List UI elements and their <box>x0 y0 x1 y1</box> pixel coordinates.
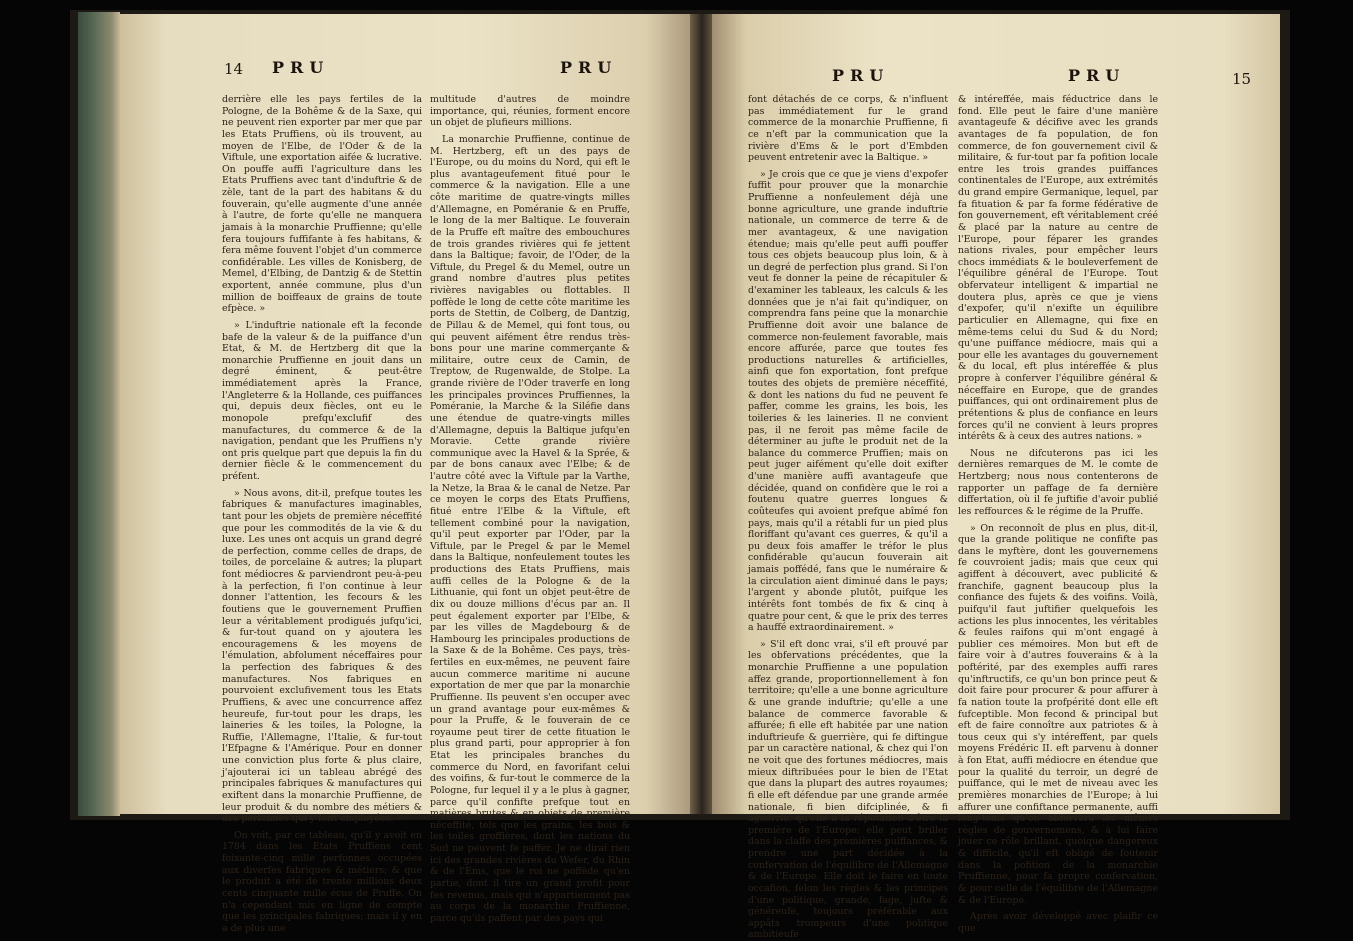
left-page-column-1 <box>222 94 422 934</box>
paragraph: La monarchie Pruffienne, continue de M. Hertzberg, eft un des pays de l'Europe, ou du moins du Nord, qui eft le plus avantageufement fitué pour le commerce & la navigation. Elle a une côte maritime de quatre-vingts milles d'Allemagne, en Poméranie & en Pruffe, le long de la mer Baltique. Le fouverain de la Pruffe eft maître des embouchures de trois grandes rivières qui fe jettent dans la Baltique; favoir, de l'Oder, de la Viftule, du Pregel & du Memel, outre un grand nombre d'autres plus petites rivières navigables ou flottables. Il poffède le long de cette côte maritime les ports de Stettin, de Colberg, de Dantzig, de Pillau & de Memel, qui font tous, ou qui peuvent aifément être rendus très-bons pour une marine commerçante & militaire, outre ceux de Camin, de Treptow, de Rugenwalde, de Stolpe. La grande rivière de l'Oder traverfe en long les principales provinces Pruffiennes, la Poméranie, la Marche & la Siléfie dans une étendue de quatre-vingts milles d'Allemagne, depuis la Baltique jufqu'en Moravie. Cette grande rivière communique avec la Havel & la Sprée, & par de bons canaux avec l'Elbe; & de l'autre côté avec la Viftule par la Varthe, la Netze, la Braa & le canal de Netze. Par ce moyen le corps des Etats Pruffiens, fitué entre l'Elbe & la Viftule, eft tellement combiné pour la navigation, qu'il peut exporter par l'Oder, par la Viftule, par le Pregel & par le Memel dans la Baltique, nonfeulement toutes les productions des Etats Pruffiens, mais auffi celles de la Pologne & de la Lithuanie, qui font un objet peut-être de dix ou douze millions d'écus par an. Il peut également exporter par l'Elbe, & par les villes de Magdebourg & de Hambourg les principales productions de la Saxe & de la Bohême. Ces pays, très-fertiles en eux-mêmes, ne peuvent faire aucun commerce maritime ni aucune exportation de mer que par la monarchie Pruffienne. Ils peuvent s'en occuper avec un grand avantage pour eux-mêmes & pour la Pruffe, & le fouverain de ce royaume peut tirer de cette fituation le plus grand parti, pour approprier à fon Etat les principales branches du commerce du Nord, en favorifant celui des voifins, & fur-tout le commerce de la Pologne, fur lequel il y a le plus à gagner, parce qu'il confifte prefque tout en matières brutes & en objets de première néceffité, tels que les grains, les bois & les toiles groffières, dont les nations du Sud ne peuvent fe paffer. Je ne dirai rien ici des grandes rivières du Wefer, du Rhin & de l'Ems, que le roi ne poffède qu'en partie, dont il tire un grand profit pour fes revenus, mais qui n'appartiennent pas au corps de la monarchie Pruffienne, parce qu'ils paffent par des pays qui <box>430 133 630 924</box>
right-page-header <box>712 56 1280 96</box>
right-page <box>712 14 1280 941</box>
paragraph: » L'induftrie nationale eft la feconde bafe de la valeur & de la puiffance d'un Etat, & M. de Hertzberg dit que la monarchie Pruffienne en jouit dans un degré éminent, & peut-être immédiatement après la France, l'Angleterre & la Hollande, ces puiffances qui, depuis deux fiècles, ont eu le monopole prefqu'exclufif des manufactures, du commerce & de la navigation, pendant que les Pruffiens n'y ont pris quelque part que depuis la fin du dernier fiècle & le commencement du préfent. <box>222 319 422 482</box>
paragraph: » Je crois que ce que je viens d'expofer fuffit pour prouver que la monarchie Pruffienne a nonfeulement déjà une bonne agriculture, une grande induftrie nationale, un commerce de terre & de mer avantageux, & une navigation étendue; mais qu'elle peut auffi pouffer tous ces objets beaucoup plus loin, & à un degré de perfection plus grand. Si l'on veut fe donner la peine de récapituler & d'examiner les tableaux, les calculs & les données que je n'ai fait qu'indiquer, on comprendra fans peine que la monarchie Pruffienne doit avoir une balance de commerce non-feulement favorable, mais encore affurée, parce que toutes fes productions naturelles & artificielles, ainfi que fon exportation, font prefque toutes des objets de première néceffité, & dont les nations du fud ne peuvent fe paffer, comme les grains, les bois, les toileries & les laineries. Il ne convient pas, il ne feroit pas même facile de déterminer au jufte le produit net de la balance du commerce Pruffien; mais on peut juger aifément qu'elle doit exifter d'une manière auffi avantageufe que décidée, quand on confidère que le roi a foutenu quatre guerres longues & coûteufes qui avoient prefque abîmé fon pays, mais qu'il a rétabli fur un pied plus floriffant qu'avant ces guerres, & qu'il a pu deux fois amaffer le tréfor le plus confidérable qu'aucun fouverain ait jamais poffédé, fans que le numéraire & la circulation aient diminué dans le pays; l'argent y abonde plutôt, puifque les intérêts font tombés de fix & cinq à quatre pour cent, & que le prix des terres a hauffé extraordinairement. » <box>748 168 948 634</box>
paragraph: » Nous avons, dit-il, prefque toutes les fabriques & manufactures imaginables, tant pour les objets de première néceffité que pour les commodités de la vie & du luxe. Les unes ont acquis un grand degré de perfection, comme celles de draps, de toiles, de porcelaine & autres; la plupart font médiocres & parviendront peu-à-peu à la perfection, fi l'on continue à leur donner l'attention, les fecours & les foutiens que le gouvernement Pruffien leur a véritablement prodigués jufqu'ici, & fur-tout quand on y ajoutera les encouragemens & les moyens de l'émulation, abfolument néceffaires pour la perfection des fabriques & des manufactures. Nos fabriques en pourvoient exclufivement tous les Etats Pruffiens, & avec une concurrence affez heureufe, fur-tout pour les draps, les laineries & les toiles, la Pologne, la Ruffie, l'Allemagne, l'Italie, & fur-tout l'Efpagne & l'Amérique. Pour en donner une conviction plus forte & plus claire, j'ajouterai ici un tableau abrégé des principales fabriques & manufactures qui exiftent dans la monarchie Pruffienne, de leur produit & du nombre des métiers & des perfonnes qui y font employées. » <box>222 487 422 825</box>
running-head-right-2: PRU <box>1068 66 1126 85</box>
page-number-left: 14 <box>224 60 244 78</box>
paragraph: » S'il eft donc vrai, s'il eft prouvé par les obfervations précédentes, que la monarchie Pruffienne a une population affez grande, proportionnellement à fon territoire; qu'elle a une bonne agriculture & une grande induftrie; qu'elle a une balance de commerce favorable & affurée; fi elle eft habitée par une nation induftrieufe & guerrière, qui fe diftingue par un caractère national, & chez qui l'on ne voit que des fortunes médiocres, mais mieux diftribuées pour le bien de l'Etat que dans la plupart des autres royaumes; fi elle eft défendue par une grande armée nationale, fi bien difciplinée, & fi aguerrie, qu'elle a la réputation d'être la première de l'Europe; elle peut briller dans la claffe des premières puiffances, & prendre une part décidée à la confervation de l'équilibre de l'Allemagne & de l'Europe. Elle doit le faire en toute occafion, felon les règles & les principes d'une politique, grande, fage, jufte & généreufe, toujours préférable aux appâts trompeurs d'une politique ambitieufe <box>748 638 948 941</box>
paragraph: » On reconnoît de plus en plus, dit-il, que la grande politique ne confifte pas dans le myftère, dont les gouvernemens fe couvroient jadis; mais que ceux qui agiffent à découvert, avec publicité & franchife, gagnent beaucoup plus la confiance des fujets & des voifins. Voilà, puifqu'il faut juftifier quelquefois les actions les plus innocentes, les véritables & feules raifons qui m'ont engagé à publier ces mémoires. Mon but eft de faire voir à d'autres fouverains & à la poftérité, par des exemples auffi rares qu'inftructifs, ce qu'un bon prince peut & doit faire pour procurer & pour affurer à fa nation toute la profpérité dont elle eft fufceptible. Mon fecond & principal but eft de faire connoître aux patriotes & à tous ceux qui s'y intéreffent, par quels moyens Frédéric II. eft parvenu à donner à fon Etat, auffi médiocre en étendue que pour la qualité du terroir, un degré de puiffance, qui le met de niveau avec les premières monarchies de l'Europe; à lui affurer une confiftance permanente, auffi long-tems qu'on obfervera les mêmes règles de gouvernemens, & à lui faire jouer ce rôle brillant, quoique dangereux & difficile, qu'il eft obligé de foutenir dans la pofition de la monarchie Pruffienne, pour fa propre confervation, & pour celle de l'équilibre de l'Allemagne & de l'Europe. <box>958 522 1158 906</box>
book-edge <box>78 12 120 816</box>
left-page-column-2 <box>430 94 630 924</box>
paragraph: derrière elle les pays fertiles de la Pologne, de la Bohême & de la Saxe, qui ne peuvent rien exporter par mer que par les Etats Pruffiens, où ils trouvent, au moyen de l'Elbe, de l'Oder & de la Viftule, une exportation aifée & lucrative. On pouffe auffi l'agriculture dans les Etats Pruffiens avec tant d'induftrie & de zèle, tant de la part des habitans & du fouverain, qu'elle augmente d'une année à l'autre, de forte qu'elle ne manquera jamais à la monarchie Pruffienne; qu'elle fera toujours fuffifante à fes habitans, & fera même fouvent l'objet d'un commerce confidérable. Les villes de Konisberg, de Memel, d'Elbing, de Dantzig & de Stettin exportent, année commune, plus d'un million de boiffeaux de grains de toute efpèce. » <box>222 94 422 315</box>
paragraph: Nous ne difcuterons pas ici les dernières remarques de M. le comte de Hertzberg; nous nous contenterons de rapporter un paffage de fa dernière differtation, où il fe juftifie d'avoir publié les reffources & le régime de la Pruffe. <box>958 447 1158 517</box>
paragraph: On voit, par ce tableau, qu'il y avoit en 1784 dans les Etats Pruffiens cent foixante-cinq mille perfonnes occupées aux diverfes fabriques & métiers; & que le produit a été de trente millions deux cents cinquante mille écus de Pruffe. On n'a cependant mis en ligne de compte que les principales fabriques; mais il y en a de plus une <box>222 829 422 934</box>
running-head-left-1: PRU <box>272 58 330 77</box>
running-head-right-1: PRU <box>832 66 890 85</box>
paragraph: font détachés de ce corps, & n'influent pas immédiatement fur le grand commerce de la monarchie Pruffienne, fi ce n'eft par la communication que la rivière d'Ems & le port d'Embden peuvent entretenir avec la Baltique. » <box>748 94 948 164</box>
running-head-left-2: PRU <box>560 58 618 77</box>
left-page-header <box>120 56 692 96</box>
paragraph: & intéreffée, mais féductrice dans le fond. Elle peut le faire d'une manière avantageufe & décifive avec les grands avantages de fa population, de fon commerce, de fon gouvernement civil & militaire, & fur-tout par fa pofition locale entre les trois grandes puiffances continentales de l'Europe, aux extrémités du grand empire Germanique, lequel, par fa fituation & par fa forme fédérative de fon gouvernement, eft véritablement créé & placé par la nature au centre de l'Europe, pour féparer les grandes nations rivales, pour empêcher leurs chocs immédiats & le bouleverfement de l'équilibre général de l'Europe. Tout obfervateur intelligent & impartial ne doutera plus, après ce que je viens d'expofer, qu'il n'exifte un équilibre particulier en Allemagne, qui fixe en même-tems celui du Sud & du Nord; qu'une puiffance médiocre, mais qui a pour elle les avantages du gouvernement & du local, eft plus intéreffée & plus propre à conferver l'équilibre général & néceffaire en Europe, que de grandes puiffances, qui ont ordinairement plus de prétentions & plus de confiance en leurs forces qu'il ne convient à leurs propres intérêts & à ceux des autres nations. » <box>958 94 1158 443</box>
page-number-right: 15 <box>1232 70 1252 88</box>
right-page-column-2 <box>958 94 1158 934</box>
paragraph: multitude d'autres de moindre importance, qui, réunies, forment encore un objet de plufieurs millions. <box>430 94 630 129</box>
book-gutter <box>690 14 714 814</box>
paragraph: Après avoir développé avec plaifir ce que <box>958 911 1158 934</box>
left-page <box>120 14 692 934</box>
right-page-column-1 <box>748 94 948 941</box>
